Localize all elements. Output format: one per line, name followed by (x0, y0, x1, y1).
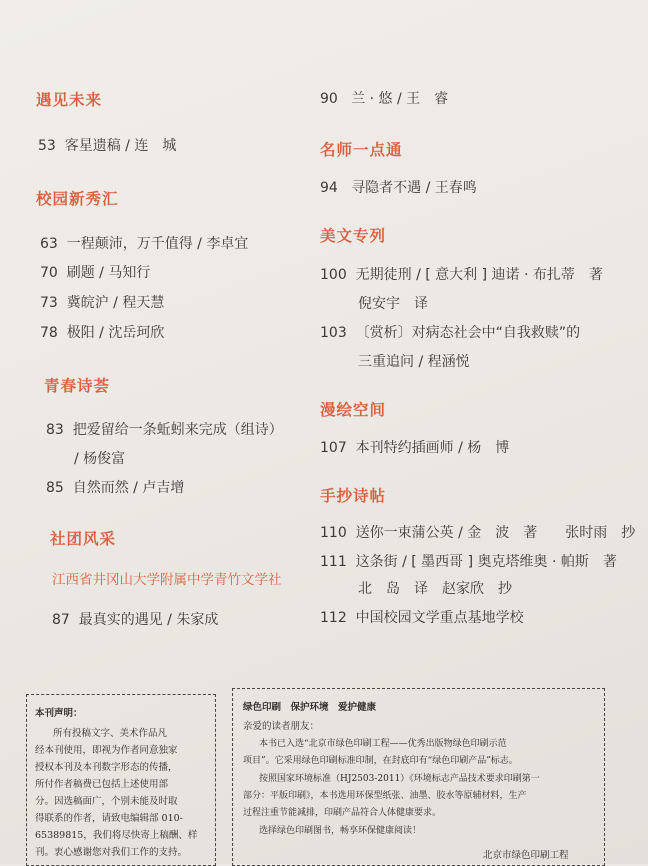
toc-entry[interactable] (46, 479, 184, 498)
notice-line: 部分：平版印刷》，本书选用环保型纸张、油墨、胶水等原辅材料，生产 (243, 791, 527, 801)
notice-line: 亲爱的读者朋友： (243, 721, 320, 732)
page-number: 110 (320, 525, 347, 541)
page-number: 78 (40, 325, 58, 341)
toc-entry[interactable] (320, 179, 477, 198)
toc-entry[interactable] (320, 324, 580, 343)
section-title-fine-prose: 美文专列 (320, 226, 387, 245)
toc-entry[interactable] (40, 264, 150, 283)
copyright-notice-box (26, 694, 216, 866)
page-number: 70 (40, 265, 58, 281)
section-title-teacher-tips: 名师一点通 (320, 140, 403, 159)
toc-entry[interactable] (38, 137, 176, 156)
entry-continuation: 三重追问 / 程涵悦 (358, 354, 470, 370)
entry-text: 送你一束蒲公英 / 金 波 著 张时雨 抄 (355, 525, 636, 541)
page-number: 112 (320, 610, 347, 626)
entry-continuation: 北 岛 译 赵家欣 抄 (358, 581, 512, 597)
page-number: 83 (46, 422, 64, 438)
entry-text: 这条街 / [ 墨西哥 ] 奥克塔维奥 · 帕斯 著 (355, 554, 617, 570)
notice-line: 本书已入选“北京市绿色印刷工程——优秀出版物绿色印刷示范 (259, 739, 507, 749)
notice-line: 项目”。它采用绿色印刷标准印制，在封底印有“绿色印刷产品”标志。 (243, 756, 518, 766)
entry-text: 无期徒刑 / [ 意大利 ] 迪诺 · 布扎蒂 著 (355, 267, 603, 283)
toc-entry[interactable] (320, 609, 524, 628)
entry-text: 寻隐者不遇 / 王春鸣 (351, 180, 477, 196)
toc-entry[interactable] (40, 235, 248, 254)
entry-text: 中国校园文学重点基地学校 (355, 610, 524, 626)
section-title-encounter-future: 遇见未来 (36, 90, 103, 109)
notice-title: 绿色印刷 保护环境 爱护健康 (243, 702, 377, 713)
page-number: 111 (320, 554, 347, 570)
page-number: 94 (320, 180, 338, 196)
notice-signature: 北京市绿色印刷工程 (483, 850, 569, 861)
notice-line: 过程注重节能减排，印刷产品符合人体健康要求。 (243, 808, 442, 818)
notice-line: 经本刊使用，即视为作者同意独家 (35, 745, 178, 756)
entry-text: 一程颠沛，万千值得 / 李卓宜 (66, 236, 249, 252)
entry-text: 客星遗稿 / 连 城 (64, 138, 177, 154)
entry-text: 冀皖沪 / 程天慧 (66, 295, 165, 311)
page-number: 103 (320, 325, 347, 341)
toc-entry[interactable] (46, 421, 283, 440)
page-number: 73 (40, 295, 58, 311)
notice-line: 授权本刊及本刊数字形态的传播， (35, 762, 178, 773)
toc-entry[interactable] (320, 553, 617, 572)
green-printing-notice-box (232, 688, 605, 866)
section-title-handwritten-poems: 手抄诗帖 (320, 486, 387, 505)
section-title-youth-poetry: 青春诗荟 (44, 376, 111, 395)
entry-text: 最真实的遇见 / 朱家成 (78, 612, 219, 628)
entry-text: 〔赏析〕对病态社会中“自我救赎”的 (355, 325, 581, 341)
entry-text: 刷题 / 马知行 (66, 265, 151, 281)
notice-line: 所有投稿文字、美术作品凡 (53, 728, 168, 739)
page-number: 107 (320, 440, 347, 456)
entry-text: 本刊特约插画师 / 杨 博 (355, 440, 510, 456)
entry-text: 兰 · 悠 / 王 睿 (351, 91, 449, 107)
section-title-campus-newcomers: 校园新秀汇 (36, 189, 119, 208)
page-number: 85 (46, 480, 64, 496)
toc-entry[interactable] (320, 524, 635, 543)
club-school-name: 江西省井冈山大学附属中学青竹文学社 (52, 572, 282, 588)
toc-entry[interactable] (320, 439, 509, 458)
entry-text: 极阳 / 沈岳珂欣 (66, 325, 165, 341)
page-number: 90 (320, 91, 338, 107)
toc-entry[interactable] (40, 324, 164, 343)
page-number: 100 (320, 267, 347, 283)
toc-entry[interactable] (320, 90, 448, 109)
section-title-club-showcase: 社团风采 (50, 529, 117, 548)
section-title-comic-space: 漫绘空间 (320, 400, 387, 419)
notice-line: 选择绿色印刷图书，畅享环保健康阅读！ (259, 826, 422, 836)
notice-line: 所付作者稿费已包括上述使用部 (35, 779, 169, 790)
page-number: 87 (52, 612, 70, 628)
notice-line: 刊。衷心感谢您对我们工作的支持。 (35, 847, 188, 858)
toc-entry[interactable] (320, 266, 603, 285)
toc-entry[interactable] (40, 294, 164, 313)
notice-title: 本刊声明： (35, 708, 83, 719)
toc-entry[interactable] (52, 611, 218, 630)
page-number: 53 (38, 138, 56, 154)
notice-line: 分。因选稿面广，个别未能及时取 (35, 796, 178, 807)
entry-text: 自然而然 / 卢吉增 (72, 480, 185, 496)
page-number: 63 (40, 236, 58, 252)
notice-line: 按照国家环境标准（HJ2503-2011）《环境标志产品技术要求印刷第一 (259, 774, 540, 784)
notice-line: 65389815，我们将尽快寄上稿酬、样 (35, 830, 198, 841)
entry-continuation: 倪安宇 译 (358, 296, 428, 312)
entry-text: 把爱留给一条蚯蚓来完成（组诗） (72, 422, 283, 438)
notice-line: 得联系的作者，请致电编辑部 010- (35, 813, 183, 824)
entry-continuation: / 杨俊富 (74, 451, 126, 467)
